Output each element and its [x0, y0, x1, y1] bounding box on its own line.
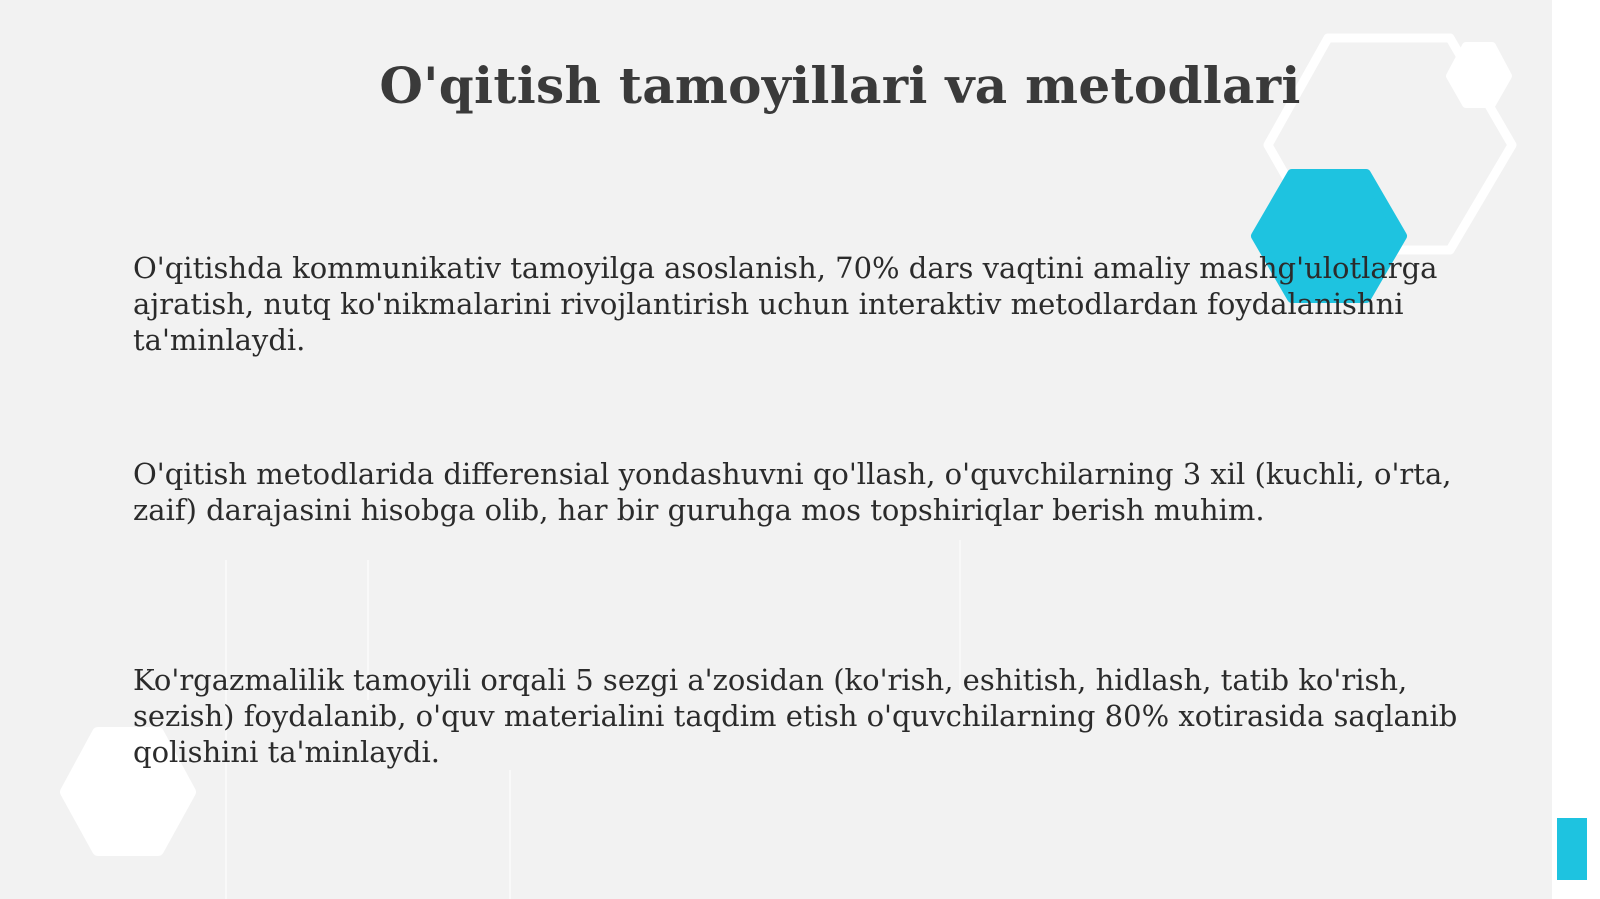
paragraph-visual-principle: Ko'rgazmalilik tamoyili orqali 5 sezgi a'zosidan (ko'rish, eshitish, hidlash, tatib ko'rish, sezish) foydalanib, o'quv materialini taqdim etish o'quvchilarning 80% xotirasida saqlanib qolishini ta'minlaydi. [133, 663, 1458, 769]
paragraph-communicative-principle: O'qitishda kommunikativ tamoyilga asoslanish, 70% dars vaqtini amaliy mashg'ulotlarga ajratish, nutq ko'nikmalarini rivojlantirish uchun interaktiv metodlardan foydalanishni ta'minlaydi. [133, 251, 1438, 357]
slide-title: O'qitish tamoyillari va metodlari [379, 56, 1301, 115]
paragraph-differential-approach: O'qitish metodlarida differensial yondashuvni qo'llash, o'quvchilarning 3 xil (kuchli, o'rta, zaif) darajasini hisobga olib, har bir guruhga mos topshiriqlar berish muhim. [133, 457, 1452, 527]
scroll-track[interactable] [1552, 0, 1600, 899]
scroll-thumb[interactable] [1557, 818, 1587, 880]
